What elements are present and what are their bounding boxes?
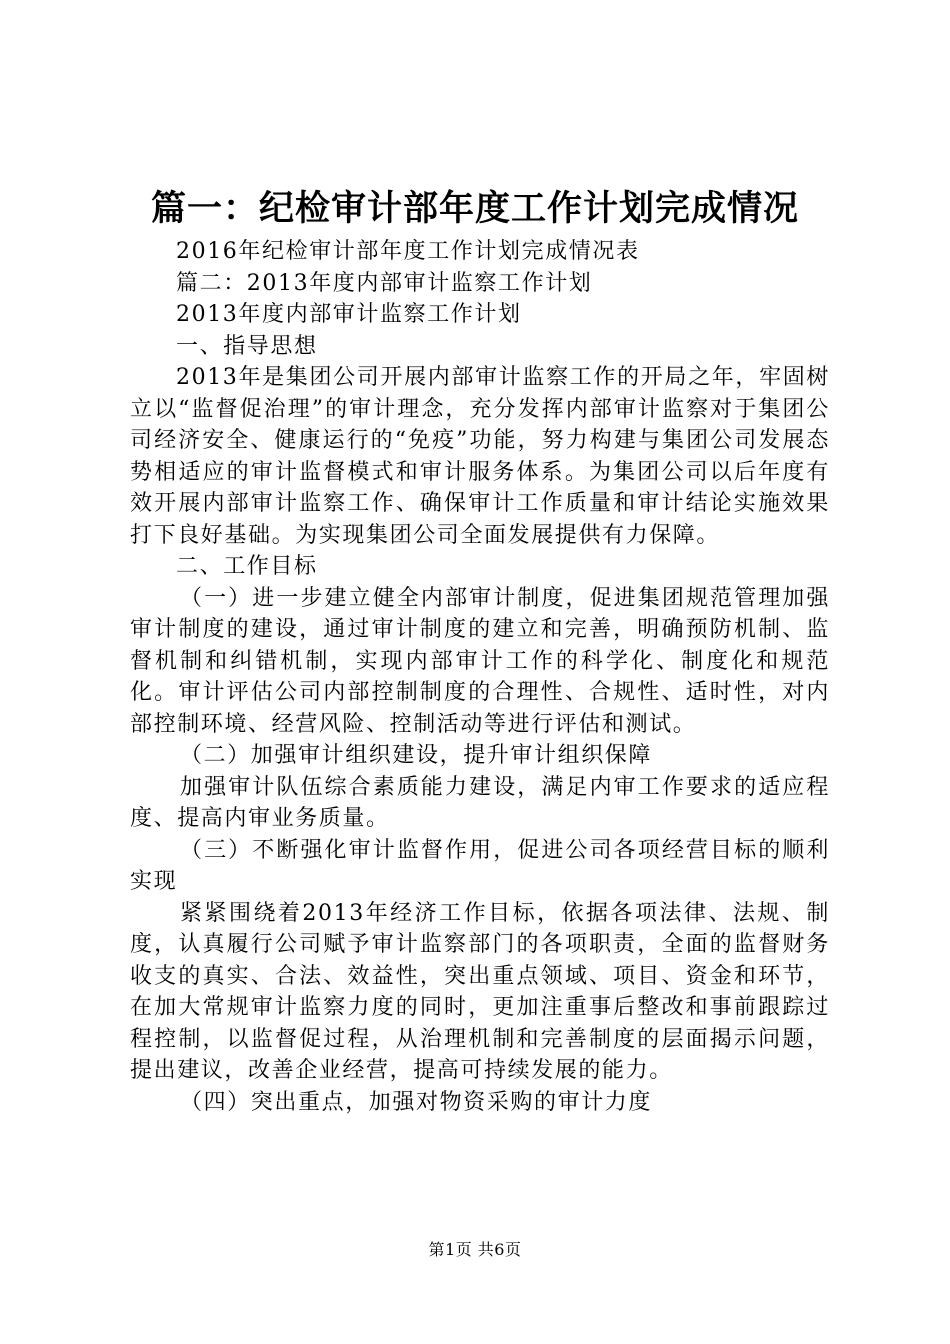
section-heading: 一、指导思想 xyxy=(176,333,318,359)
paragraph: 2016年纪检审计部年度工作计划完成情况表 xyxy=(176,239,640,264)
paragraph: （一）进一步建立健全内部审计制度，促进集团规范管理加强审计制度的建设，通过审计制度的建立和完善，明确预防机制、监督机制和纠错机制，实现内部审计工作的科学化、制度化和规范化。审计评估公司内部控制制度的合理性、合规性、适时性，对内部控制环境、经营风险、控制活动等进行评估和测试。 xyxy=(130,585,830,737)
section-heading: 二、工作目标 xyxy=(176,554,318,579)
subsection-heading: （四）突出重点，加强对物资采购的审计力度 xyxy=(180,1089,653,1115)
paragraph: 紧紧围绕着2013年经济工作目标，依据各项法律、法规、制度，认真履行公司赋予审计监察部门的各项职责，全面的监督财务收支的真实、合法、效益性，突出重点领域、项目、资金和环节，在加大常规审计监察力度的同时，更加注重事后整改和事前跟踪过程控制，以监督促过程，从治理机制和完善制度的层面揭示问题，提出建议，改善企业经营，提高可持续发展的能力。 xyxy=(130,900,830,1083)
document-body xyxy=(130,236,830,1118)
subsection-heading: （三）不断强化审计监督作用，促进公司各项经营目标的顺利实现 xyxy=(130,837,830,894)
paragraph: 加强审计队伍综合素质能力建设，满足内审工作要求的适应程度、提高内审业务质量。 xyxy=(130,774,830,831)
subsection-heading: （二）加强审计组织建设，提升审计组织保障 xyxy=(180,743,653,768)
document-title: 篇一：纪检审计部年度工作计划完成情况 xyxy=(150,188,799,229)
paragraph: 篇二：2013年度内部审计监察工作计划 xyxy=(176,270,593,296)
page-footer: 第1页 共6页 xyxy=(428,1240,522,1259)
paragraph: 2013年是集团公司开展内部审计监察工作的开局之年，牢固树立以“监督促治理”的审计理念，充分发挥内部审计监察对于集团公司经济安全、健康运行的“免疫”功能，努力构建与集团公司发展态势相适应的审计监督模式和审计服务体系。为集团公司以后年度有效开展内部审计监察工作、确保审计工作质量和审计结论实施效果打下良好基础。为实现集团公司全面发展提供有力保障。 xyxy=(130,365,830,548)
paragraph: 2013年度内部审计监察工作计划 xyxy=(176,302,522,327)
